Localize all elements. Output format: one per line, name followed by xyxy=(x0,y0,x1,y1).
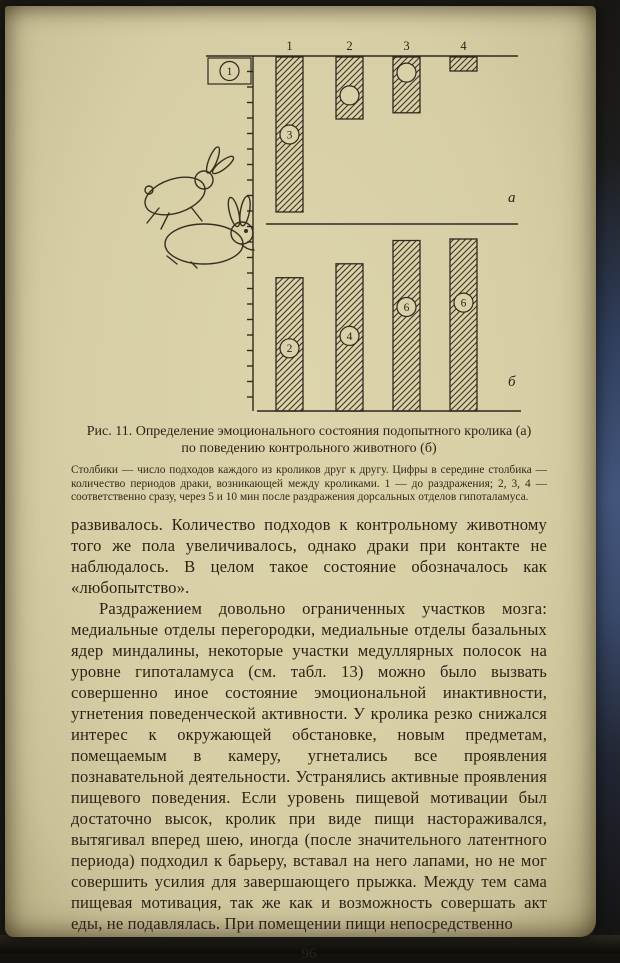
circled-number xyxy=(340,86,359,105)
figure-caption xyxy=(71,424,547,457)
panel-label-b: б xyxy=(508,374,516,390)
page xyxy=(5,6,596,962)
bar-b-3 xyxy=(393,241,420,412)
category-label: 1 xyxy=(286,39,293,53)
figure-caption-line2: по поведению контрольного животного (б) xyxy=(181,440,437,456)
circled-number xyxy=(397,63,416,82)
figure-11 xyxy=(71,34,547,505)
circled-number-label: 1 xyxy=(226,65,233,78)
category-label: 3 xyxy=(403,39,410,53)
category-label: 2 xyxy=(346,39,353,53)
bar-chart xyxy=(71,34,547,418)
page-content xyxy=(71,34,547,963)
rabbits-sketch-icon xyxy=(140,146,254,268)
figure-legend: Столбики — число подходов каждого из кроликов друг к другу. Цифры в середине столбика — количество периодов драки, возникающей между кроликами. 1 — до раздражения; 2, 3, 4 — соответственно сразу, через 5 и 10 мин после раздражения дорсальных отделов гипоталамуса. xyxy=(71,464,547,504)
book-edge-right xyxy=(594,0,620,953)
circled-number-label: 6 xyxy=(460,297,467,310)
body-text xyxy=(71,514,547,934)
figure-chart-svg xyxy=(71,34,551,416)
circled-number-label: 4 xyxy=(346,330,353,343)
paragraph-1: развивалось. Количество подходов к контрольному животному того же пола увеличивалось, однако драки при контакте не наблюдалось. В целом такое состояние обозначалось как «любопытство». xyxy=(71,514,547,597)
circled-number-label: 3 xyxy=(286,129,293,142)
paragraph-2: Раздражением довольно ограниченных участков мозга: медиальные отделы перегородки, медиальные отделы базальных ядер миндалины, некоторые участки медуллярных полосок на уровне гипоталамуса (см. табл. 13) можно было вызвать совершенно иное состояние эмоциональной инактивности, угнетения поведенческой активности. У кролика резко снижался интерес к окружающей обстановке, новым предметам, помещаемым в камеру, угнетались все проявления познавательной деятельности. Устранялись активные проявления пищевого поведения. Если уровень пищевой мотивации был достаточно высок, кролик при виде пищи настораживался, вытягивал вперед шею, иногда (после значительного латентного периода) подходил к барьеру, вставал на него лапами, но не мог совершить усилия для завершающего прыжка. Между тем сама пищевая мотивация, так же как и возможность совершать акт еды, не подавлялась. При помещении пищи непосредственно xyxy=(71,598,547,933)
bar-b-4 xyxy=(450,239,477,411)
circled-number-label: 2 xyxy=(286,343,293,356)
panel-label-a: а xyxy=(508,190,516,206)
figure-caption-line1: Рис. 11. Определение эмоционального состояния подопытного кролика (а) xyxy=(86,424,532,439)
circled-number-label: 6 xyxy=(403,301,410,314)
page-number: 96 xyxy=(301,945,317,962)
bar-a-4 xyxy=(450,57,477,71)
category-label: 4 xyxy=(460,39,467,53)
